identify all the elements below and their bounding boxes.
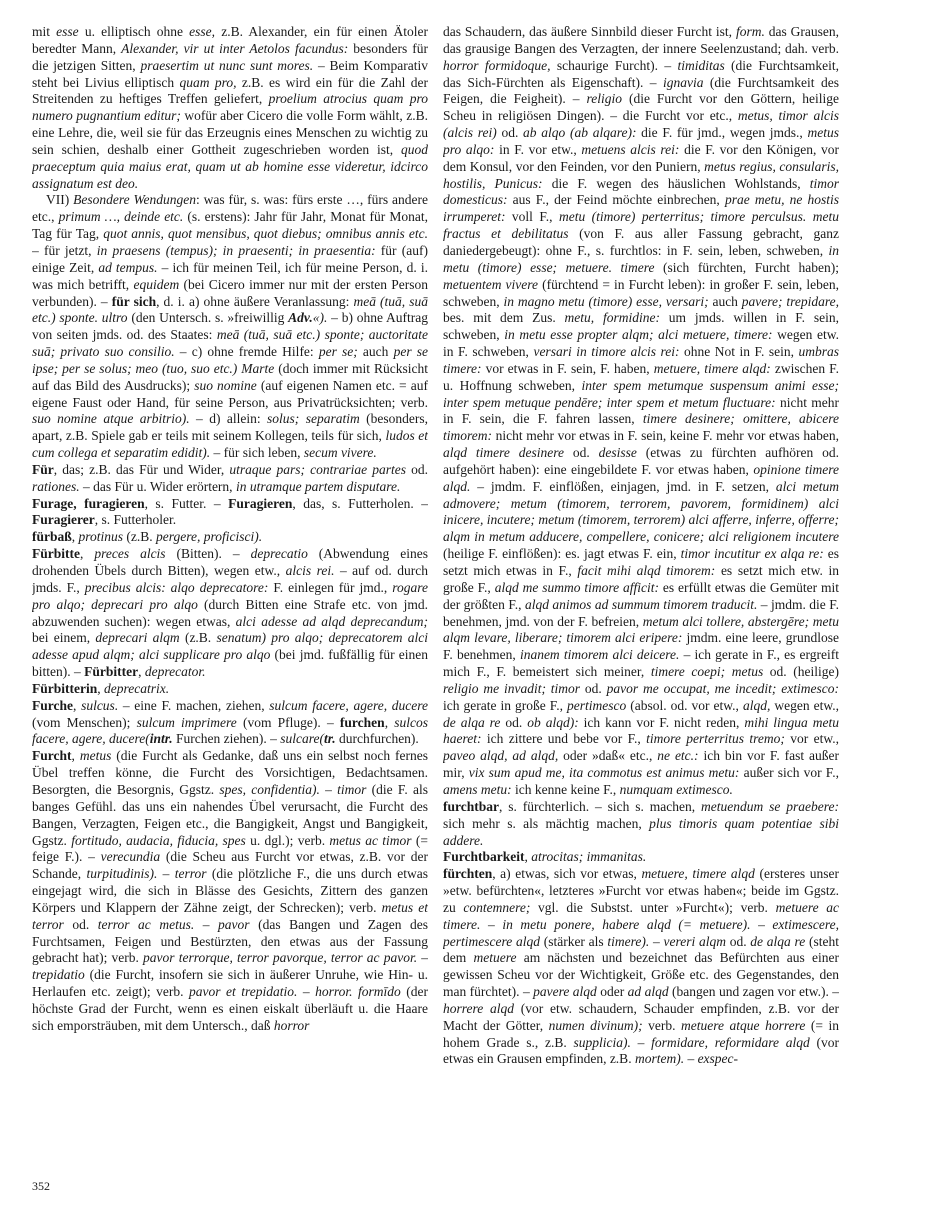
dictionary-entry: Furche, sulcus. – eine F. machen, ziehen, sulcum facere, agere, ducere (vom Menschen); sulcum imprimere (vom Pfluge). – furchen, sulcos facere, agere, ducere(intr. Furchen ziehen). – sulcare(tr. durchfurchen).: [32, 697, 428, 747]
left-column: [32, 24, 428, 1184]
dictionary-entry: fürbaß, protinus (z.B. pergere, proficisci).: [32, 529, 263, 545]
dictionary-entry: fürchten, a) etwas, sich vor etwas, metuere, timere alqd (ersteres unser »etw. befürchten«, letzteres »Furcht vor etwas haben«; beide im Ggstz. zu contemnere; vgl. die Substst. unter »Furcht«); verb. metuere ac timere. – in metu ponere, habere alqd (= metuere). – extimescere, pertimescere alqd (stärker als timere). – vereri alqm od. de alqa re (steht dem metuere am nächsten und bezeichnet das Befürchten aus einer gewissen Scheu vor der Wichtigkeit, Größe etc. des Gegenstandes, den man fürchtet). – pavere alqd oder ad alqd (bangen und zagen vor etw.). – horrere alqd (vor etw. schaudern, Schauder empfinden, z.B. vor der Macht der Götter, numen divinum); verb. metuere atque horrere (= in hohem Grade s., z.B. supplicia). – formidare, reformidare alqd (vor etwas ein Grausen empfinden, z.B. mortem). – exspec-: [443, 866, 839, 1067]
dictionary-entry: furchtbar, s. fürchterlich. – sich s. machen, metuendum se praebere: sich mehr s. als mächtig machen, plus timoris quam potentiae sibi addere.: [443, 798, 839, 848]
page-number: 352: [32, 1179, 50, 1193]
dictionary-entry: Furcht, metus (die Furcht als Gedanke, daß uns ein selbst noch fernes Übel treffen könne, die Furcht des Vorsichtigen, Bedachtsamen. Besorgten, die Besorgnis, Ggstz. spes, confidentia). – timor (die F. als banges Gefühl. das uns ein nahendes Übel verursacht, die Furcht des Bangen, Verzagten, Feigen etc., die Bangigkeit, Angst und Bangigkeit, Ggstz. fortitudo, audacia, fiducia, spes u. dgl.); verb. metus ac timor (= feige F.). – verecundia (die Scheu aus Furcht vor etwas, z.B. vor der Schande, turpitudinis). – terror (die plötzliche F., die uns durch etwas eingejagt wird, die sich in Blässe des Gesichts, Zittern des ganzen Körpers und Klappern der Zähne zeigt, der Schrecken); verb. metus et terror od. terror ac metus. – pavor (das Bangen und Zagen des Furchtsamen, Feigen und Bestürzten, den etwas aus der Fassung gebracht hat); verb. pavor terrorque, terror pavorque, terror ac pavor. – trepidatio (die Furcht, insofern sie sich in äußerer Unruhe, wie Hin- u. Herlaufen etc. zeigt); verb. pavor et trepidatio. – horror. formīdo (der höchste Grad der Furcht, wenn es einen eiskalt überläuft u. die Haare sich emporsträuben, mit dem Untersch., daß horror: [32, 748, 428, 1033]
dictionary-entry: Furchtbarkeit, atrocitas; immanitas.: [443, 849, 647, 865]
dictionary-entry: Fürbitte, preces alcis (Bitten). – deprecatio (Abwendung eines drohenden Übels durch Bitten), wegen etw., alcis rei. – auf od. durch jmds. F., precibus alcis: alqo deprecatore: F. einlegen für jmd., rogare pro alqo; deprecari pro alqo (durch Bitten eine Strafe etc. von jmd. abzuwenden suchen): wegen etwas, alci adesse ad alqd deprecandum; bei einem, deprecari alqm (z.B. senatum) pro alqo; deprecatorem alci adesse apud alqm; alci supplicare pro alqo (bei jmd. fußfällig für einen bitten). – Fürbitter, deprecator.: [32, 546, 428, 680]
dictionary-entry: Furage, furagieren, s. Futter. – Furagieren, das, s. Futterholen. – Furagierer, s. Futterholer.: [32, 495, 428, 528]
dictionary-entry: mit esse u. elliptisch ohne esse, z.B. Alexander, ein für einen Ätoler beredter Mann, Alexander, vir ut inter Aetolos facundus: besonders für die jetzigen Sitten, praesertim ut nunc sunt mores. – Beim Komparativ steht bei Livius elliptisch quam pro, z.B. es wird ein für die Zahl der Streitenden zu heftiges Treffen geliefert, proelium atrocius quam pro numero pugnantium editur; wofür aber Cicero die volle Form wählt, z.B. eine Lehre, die, weil sie für das Erzeugnis eines Menschen zu wichtig zu sein schien, deshalb einer Gottheit zugeschrieben worden ist, quod praeceptum quia maius erat, quam ut ab homine esse videretur, idcirco assignatum est deo.: [32, 24, 428, 191]
dictionary-entry: das Schaudern, das äußere Sinnbild dieser Furcht ist, form. das Grausen, das grausige Bangen des Verzagten, der innere Seelenzustand; dah. verb. horror formidoque, schaurige Furcht). – timiditas (die Furchtsamkeit, das Sich-Fürchten als Eigenschaft). – ignavia (die Furchtsamkeit des Feigen, die Feigheit). – religio (die Furcht vor den Göttern, heilige Scheu in religiösen Dingen). – die Furcht vor etc., metus, timor alcis (alcis rei) od. ab alqo (ab alqare): die F. für jmd., wegen jmds., metus pro alqo: in F. vor etw., metuens alcis rei: die F. vor den Königen, vor dem Konsul, vor den Feinden, vor den Puniern, metus regius, consularis, hostilis, Punicus: die F. wegen des häuslichen Wohlstands, timor domesticus: aus F., der Feind möchte einbrechen, prae metu, ne hostis irrumperet: voll F., metu (timore) perterritus; timore perculsus. metu fractus et debilitatus (von F. aus aller Fassung gebracht, ganz daniedergebeugt): ohne F., s. furchtlos: in F. sein, leben, schweben, in metu (timore) esse; metuere. timere (sich fürchten, Furcht haben); metuentem vivere (fürchtend = in Furcht leben): in großer F. sein, leben, schweben, in magno metu (timore) esse, versari; auch pavere; trepidare, bes. mit dem Zus. metu, formidine: um jmds. willen in F. sein, schweben, in metu esse propter alqm; alci metuere, timere: wegen etw. in F. schweben, versari in timore alcis rei: ohne Not in F. sein, umbras timere: vor etwas in F. sein, F. haben, metuere, timere alqd: zwischen F. u. Hoffnung schweben, inter spem metumque suspensum animi esse; inter spem metuque pendēre; inter spem et metum fluctuare: nicht mehr in F. sein, die F. fahren lassen, timere desinere; omittere, abicere timorem: nicht mehr vor etwas in F. sein, keine F. mehr vor etwas haben, alqd timere desinere od. desisse (etwas zu fürchten aufhören od. aufgehört haben): eine eingebildete F. vor etwas haben, opinione timere alqd. – jmdm. F. einflößen, einjagen, jmd. in F. setzen, alci metum admovere; metum (timorem, terrorem, pavorem, formidinem) alci inicere, incutere; metum (timorem, terrorem) alci afferre, inferre, offerre; alqm in metum adducere, compellere, conicere; alci religionem incutere (heilige F. einflößen): es. jagt etwas F. ein, timor incutitur ex alqa re: es setzt mich etwas in F., facit mihi alqd timorem: es setzt mich etw. in große F., alqd me summo timore afficit: es erfüllt etwas die Gemüter mit der größten F., alqd animos ad summum timorem traducit. – jmdm. die F. benehmen, jmd. von der F. befreien, metum alci tollere, abstergēre; metu alqm levare, liberare; timorem alci eripere: jmdm. eine leere, grundlose F. benehmen, inanem timorem alci deicere. – ich gerate in F., es ergreift mich F., F. bemeistert sich meiner, timere coepi; metus od. (heilige) religio me invadit; timor od. pavor me occupat, me incedit; extimesco: ich gerate in große F., pertimesco (absol. od. vor etw., alqd, wegen etw., de alqa re od. ob alqd): ich kann vor F. nicht reden, mihi lingua metu haeret: ich zittere und bebe vor F., timore perterritus tremo; vor etw., paveo alqd, ad alqd, oder »daß« etc., ne etc.: ich bin vor F. fast außer mir, vix sum apud me, ita commotus est animus metu: außer sich vor F., amens metu: ich kenne keine F., numquam extimesco.: [443, 24, 839, 797]
dictionary-entry: Fürbitterin, deprecatrix.: [32, 680, 170, 696]
dictionary-entry: VII) Besondere Wendungen: was für, s. was: fürs erste …, fürs andere etc., primum …, deinde etc. (s. erstens): Jahr für Jahr, Monat für Monat, Tag für Tag, quot annis, quot mensibus, quot diebus; omnibus annis etc. – für jetzt, in praesens (tempus); in praesenti; in praesentia: für (auf) einige Zeit, ad tempus. – ich für meinen Teil, ich für meine Person, d. i. was mich betrifft, equidem (bei Cicero immer nur mit der ersten Person verbunden). – für sich, d. i. a) ohne äußere Veranlassung: meā (tuā, suā etc.) sponte. ultro (den Untersch. s. »freiwillig Adv.«). – b) ohne Auftrag von seiten jmds. od. des Staates: meā (tuā, suā etc.) sponte; auctoritate suā; privato suo consilio. – c) ohne fremde Hilfe: per se; auch per se ipse; per se solus; meo (tuo, suo etc.) Marte (doch immer mit Rücksicht auf das Bild des Ausdrucks); suo nomine (auf eigenen Namen etc. = auf eigene Faust oder Hand, für seine Person, aus Privatrücksichten; verb. suo nomine atque arbitrio). – d) allein: solus; separatim (besonders, apart, z.B. Spiele gab er teils mit seinem Kollegen, teils für sich, ludos et cum collega et separatim edidit). – für sich leben, secum vivere.: [32, 192, 428, 461]
right-column: [443, 24, 839, 1184]
dictionary-entry: Für, das; z.B. das Für und Wider, utraque pars; contrariae partes od. rationes. – das Für u. Wider erörtern, in utramque partem disputare.: [32, 461, 428, 494]
